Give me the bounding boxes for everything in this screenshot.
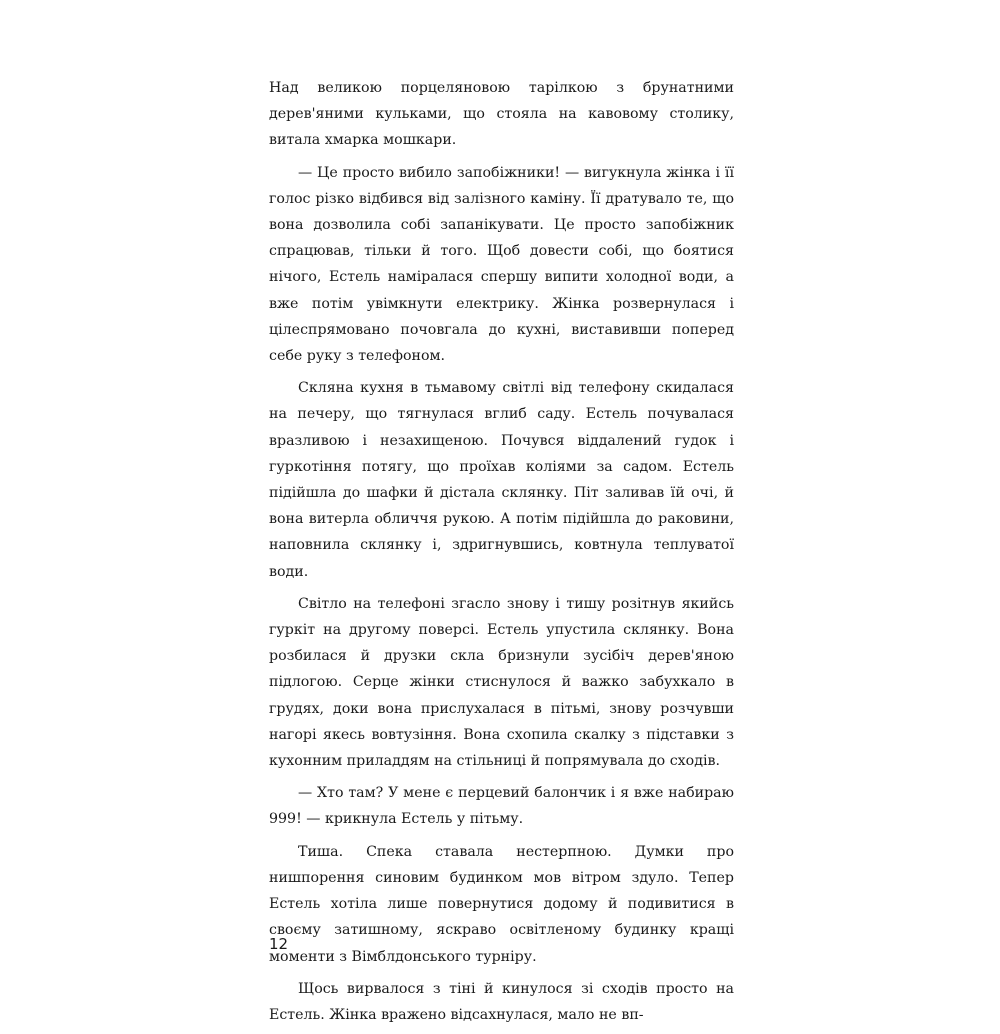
paragraph-6: Тиша. Спека ставала нестерпною. Думки про нишпорення синовим будинком мов вітром здуло. Тепер Естель хотіла лише повернутися додому й подивитися в своєму затишному, яскраво освітленому будинку кращі моменти з Вімблдонського турніру. — [269, 843, 734, 965]
paragraph-5: — Хто там? У мене є перцевий балончик і я вже набираю 999! — крикнула Естель у пітьму. — [269, 785, 734, 828]
body-text — [269, 75, 734, 1034]
paragraph-4: Світло на телефоні згасло знову і тишу розітнув якийсь гуркіт на другому поверсі. Естель упустила склянку. Вона розбилася й друзки скла бризнули зусібіч дерев'яною підлогою. Серце жінки стиснулося й важко забухкало в грудях, доки вона прислухалася в пітьмі, знову розчувши нагорі якесь вовтузіння. Вона схопила скалку з підставки з кухонним приладдям на стільниці й попрямувала до сходів. — [269, 595, 734, 770]
paragraph-3: Скляна кухня в тьмавому світлі від телефону скидалася на печеру, що тягнулася вглиб саду. Естель почувалася вразливою і незахищеною. Почувся віддалений гудок і гуркотіння потягу, що проїхав коліями за садом. Естель підійшла до шафки й дістала склянку. Піт заливав їй очі, й вона витерла обличчя рукою. А потім підійшла до раковини, наповнила склянку і, здригнувшись, ковтнула теплуватої води. — [269, 380, 734, 580]
paragraph-1: Над великою порцеляновою тарілкою з брунатними дерев'яними кульками, що стояла на кавовому столику, витала хмарка мошкари. — [269, 80, 734, 149]
paragraph-2: — Це просто вибило запобіжники! — вигукнула жінка і її голос різко відбився від залізного каміну. Її дратувало те, що вона дозволила собі запанікувати. Це просто запобіжник спрацював, тільки й того. Щоб довести собі, що боятися нічого, Естель наміралася спершу випити холодної води, а вже потім увімкнути електрику. Жінка розвернулася і цілеспрямовано почовгала до кухні, виставивши поперед себе руку з телефоном. — [269, 164, 734, 365]
page-number: 12 — [269, 935, 289, 953]
paragraph-7: Щось вирвалося з тіні й кинулося зі сходів просто на Естель. Жінка вражено відсахнулася, мало не вп- — [269, 980, 734, 1023]
